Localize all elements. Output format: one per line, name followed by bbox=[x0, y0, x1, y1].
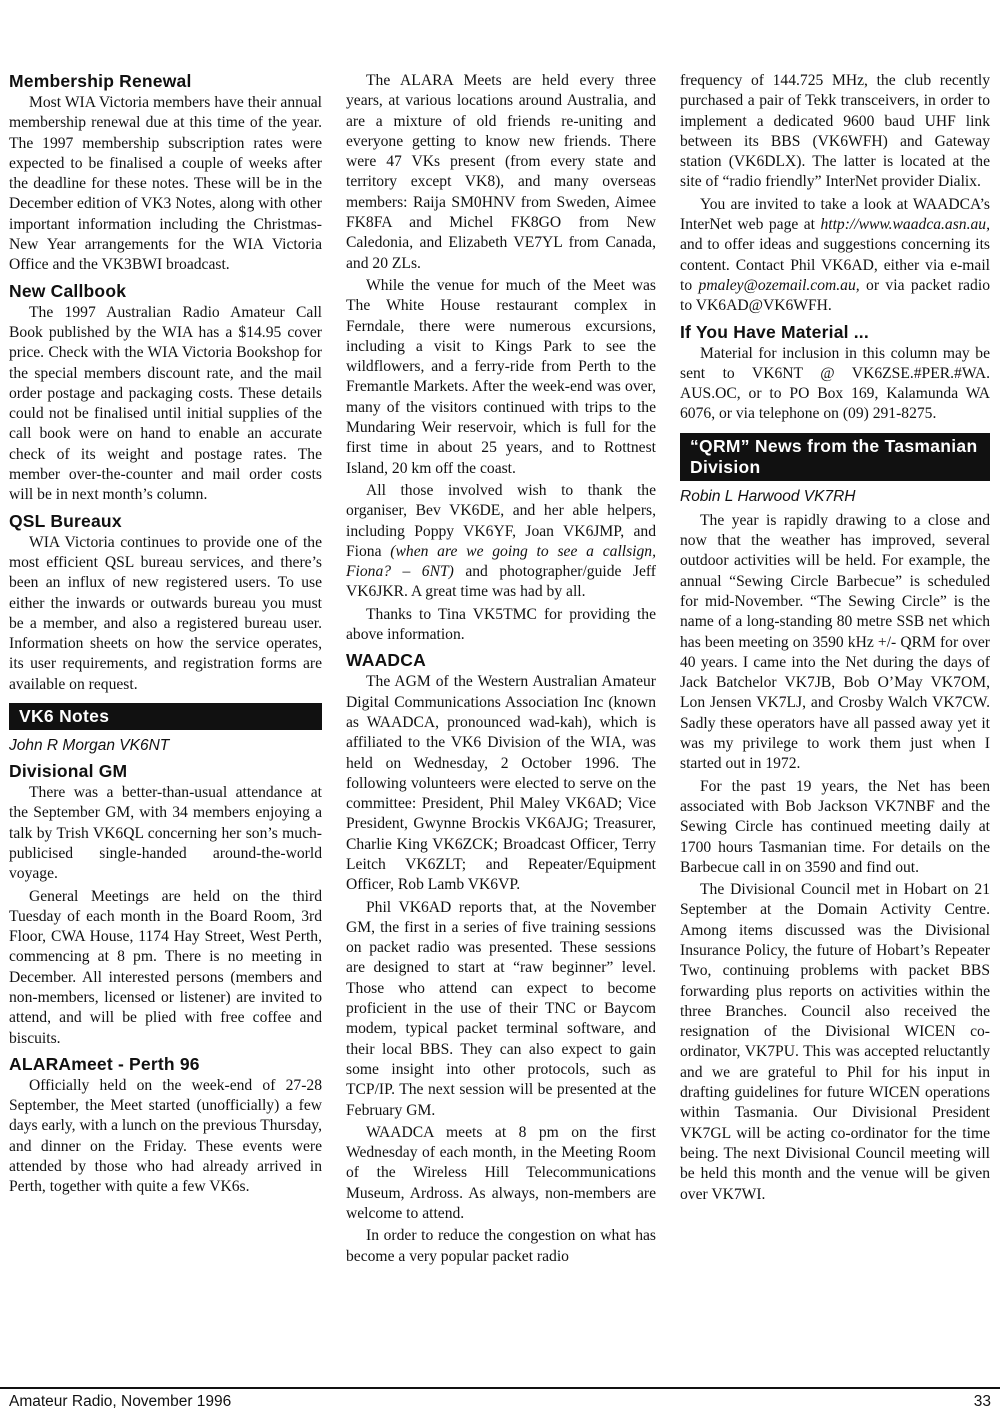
paragraph: There was a better-than-usual attendance at the September GM, with 34 members enjoying a talk by Trish VK6QL concerning her son’s much-publicised single-handed around-the-world voyage. bbox=[9, 784, 322, 883]
section-heading-alarameet: ALARAmeet - Perth 96 bbox=[9, 1053, 200, 1074]
paragraph: WIA Victoria continues to provide one of the most efficient QSL bureau services, and there’s been an influx of new registered users. To use either the inwards or outwards bureau you must be a member, and also a registered bureau user. Information sheets on how the service operates, its user requirements, and registration forms are available on request. bbox=[9, 533, 322, 693]
paragraph: The AGM of the Western Australian Amateur Digital Communications Association Inc (known as WAADCA, pronounced wad-kah), which is affiliated to the VK6 Division of the WIA, was held on Wednesday, 2 October 1996. The following volunteers were elected to serve on the committee: President, Phil Maley VK6AD; Vice President, Gwynne Brockis VK6AJG; Treasurer, Charlie King VK6ZCK; Broadcast Officer, Terry Leitch VK6ZLT; and Repeater/Equipment Officer, Rob Lamb VK6VP. bbox=[346, 673, 656, 894]
text-run: or via packet radio to VK6AD@VK6WFH. bbox=[680, 276, 990, 315]
paragraph: Most WIA Victoria members have their annual membership renewal due at this time of the year. The 1997 membership subscription rates were expected to be finalised a couple of weeks after the deadline for these notes. These will be in the December edition of VK3 Notes, along with other important information including the Christmas-New Year arrangements for the WIA Victoria Office and the VK3BWI broadcast. bbox=[9, 94, 322, 274]
paragraph: The 1997 Australian Radio Amateur Call Book published by the WIA has a $14.95 cover price. Check with the WIA Victoria Bookshop for the special members discount rate, and the mail order postage and packaging costs. These details could not be finalised until initial supplies of the call book were on hand to enable an accurate check of its weight and postage rates. The member over-the-counter and mail order costs will be in next month’s column. bbox=[9, 303, 322, 504]
web-url: http://www.waadca.asn.au, bbox=[820, 216, 990, 234]
paragraph bbox=[346, 481, 656, 603]
paragraph: Phil VK6AD reports that, at the November GM, the first in a series of five training sessions on packet radio was presented. These sessions are designed to start at “raw beginner” level. Those who attend can expect to become proficient in the use of their TNC or Baycom modem, typical packet terminal software, and their local BBS. They can also expect to gain some insight into other protocols, such as TCP/IP. The next session will be presented at the February GM. bbox=[346, 898, 656, 1119]
editor-aside: (when are we going to see a callsign, Fiona? – 6NT) bbox=[346, 542, 656, 581]
column-2 bbox=[346, 71, 656, 1267]
paragraph: Thanks to Tina VK5TMC for providing the above information. bbox=[346, 605, 656, 644]
paragraph: Material for inclusion in this column may be sent to VK6NT @ VK6ZSE.#PER.#WA. AUS.OC, or to PO Box 169, Kalamunda WA 6076, or via telephone on (09) 291-8275. bbox=[680, 344, 990, 423]
column-1 bbox=[9, 71, 322, 1198]
text-run: You are invited to take a look at WAADCA’s InterNet web page at bbox=[680, 195, 990, 234]
paragraph: Officially held on the week-end of 27-28 September, the Meet started (unofficially) a few days early, with a lunch on the previous Thursday, and dinner on the Friday. These events were attended by those who had already arrived in Perth, together with quite a few VK6s. bbox=[9, 1076, 322, 1196]
paragraph-continued: frequency of 144.725 MHz, the club recently purchased a pair of Tekk transceivers, in order to implement a dedicated 9600 baud UHF link between its BBS (VK6WFH) and Gateway station (VK6DLX). The latter is located at the site of “radio friendly” InterNet provider Dialix. bbox=[680, 72, 990, 191]
paragraph bbox=[680, 195, 990, 317]
section-heading-if-you-have-material: If You Have Material ... bbox=[680, 321, 869, 342]
text-run: and to offer ideas and suggestions concerning its content. Contact Phil VK6AD, either via e-mail to bbox=[680, 236, 990, 294]
paragraph: WAADCA meets at 8 pm on the first Wednesday of each month, in the Meeting Room of the Wireless Hill Telecommunications Museum, Ardross. As always, non-members are welcome to attend. bbox=[346, 1123, 656, 1223]
paragraph: For the past 19 years, the Net has been associated with Bob Jackson VK7NBF and the Sewing Circle has continued meeting daily at 1700 hours Tasmanian time. For details on the Barbecue call in on 3590 and find out. bbox=[680, 777, 990, 876]
paragraph: In order to reduce the congestion on what has become a very popular packet radio bbox=[346, 1227, 656, 1265]
email-address: pmaley@ozemail.com.au, bbox=[698, 276, 860, 294]
section-banner-qrm-news: “QRM” News from the Tasmanian Division bbox=[680, 433, 990, 481]
text-run: All those involved wish to thank the organiser, Bev VK6DE, and her able helpers, including Poppy VK6YF, Joan VK6JMP, and Fiona bbox=[346, 481, 656, 560]
section-heading-new-callbook: New Callbook bbox=[9, 280, 127, 301]
section-heading-divisional-gm: Divisional GM bbox=[9, 761, 128, 782]
paragraph: The Divisional Council met in Hobart on 21 September at the Domain Activity Centre. Among items discussed was the Divisional Insurance Policy, the future of Hobart’s Repeater Two, continuing problems with packet BBS forwarding plus reports on activities within the three Branches. Council also received the resignation of the Divisional WICEN co-ordinator, VK7PU. This was accepted reluctantly and we are grateful to Phil for his input in drafting guidelines for future WICEN operations within Tasmania. Our Divisional President VK7GL will be acting co-ordinator for the time being. The next Divisional Council meeting will be held this month and the venue will be given over VK7WI. bbox=[680, 881, 990, 1203]
paragraph: The ALARA Meets are held every three years, at various locations around Australia, and are a mixture of old friends re-uniting and everyone getting to know new friends. There were 47 VKs present (from every state and territory except VK8), and many overseas members: Raija SM0HNV from Sweden, Aimee FK8FA and Michel FK8GO from New Caledonia, and Elizabeth VE7YL from Canada, and 20 ZLs. bbox=[346, 72, 656, 272]
section-heading-qsl-bureaux: QSL Bureaux bbox=[9, 510, 122, 531]
footer-rule bbox=[0, 1387, 1000, 1389]
column-3 bbox=[680, 71, 990, 1205]
section-heading-waadca: WAADCA bbox=[346, 650, 426, 671]
text-run: and photographer/guide Jeff VK6JKR. A great time was had by all. bbox=[346, 563, 657, 601]
footer-publication: Amateur Radio, November 1996 bbox=[9, 1393, 232, 1410]
footer-page-number: 33 bbox=[973, 1393, 991, 1410]
author-byline: John R Morgan VK6NT bbox=[9, 737, 170, 755]
paragraph: The year is rapidly drawing to a close and now that the weather has improved, several outdoor activities will be held. For example, the annual “Sewing Circle Barbecue” is scheduled for mid-November. “The Sewing Circle” is the name of a long-standing 80 metre SSB net which has been meeting on 3590 kHz +/- QRM for over 40 years. I came into the Net during the days of Jack Batchelor VK7JB, Bob O’May VK7OM, Lon Jensen VK7LJ, and Crosby Walch VK7CW. Sadly these operators have all passed away yet it was my privilege to work them just when I started out in 1972. bbox=[680, 511, 990, 773]
author-byline: Robin L Harwood VK7RH bbox=[680, 487, 856, 505]
section-banner-vk6-notes: VK6 Notes bbox=[9, 703, 322, 730]
paragraph: General Meetings are held on the third Tuesday of each month in the Board Room, 3rd Floor, CWA House, 1174 Hay Street, West Perth, commencing at 8 pm. There is no meeting in December. All interested persons (members and non-members, licensed or listener) are invited to attend, and will be plied with free coffee and biscuits. bbox=[9, 887, 322, 1047]
paragraph: While the venue for much of the Meet was The White House restaurant complex in Ferndale, there were numerous excursions, including a visit to Kings Park to see the wildflowers, and a ferry-ride from Perth to the Fremantle Markets. After the week-end was over, many of the visitors continued with trips to the Mundaring Weir reservoir, which is full for the first time in about 25 years, and to Rottnest Island, 20 km off the coast. bbox=[346, 276, 656, 477]
section-heading-membership-renewal: Membership Renewal bbox=[9, 71, 192, 91]
